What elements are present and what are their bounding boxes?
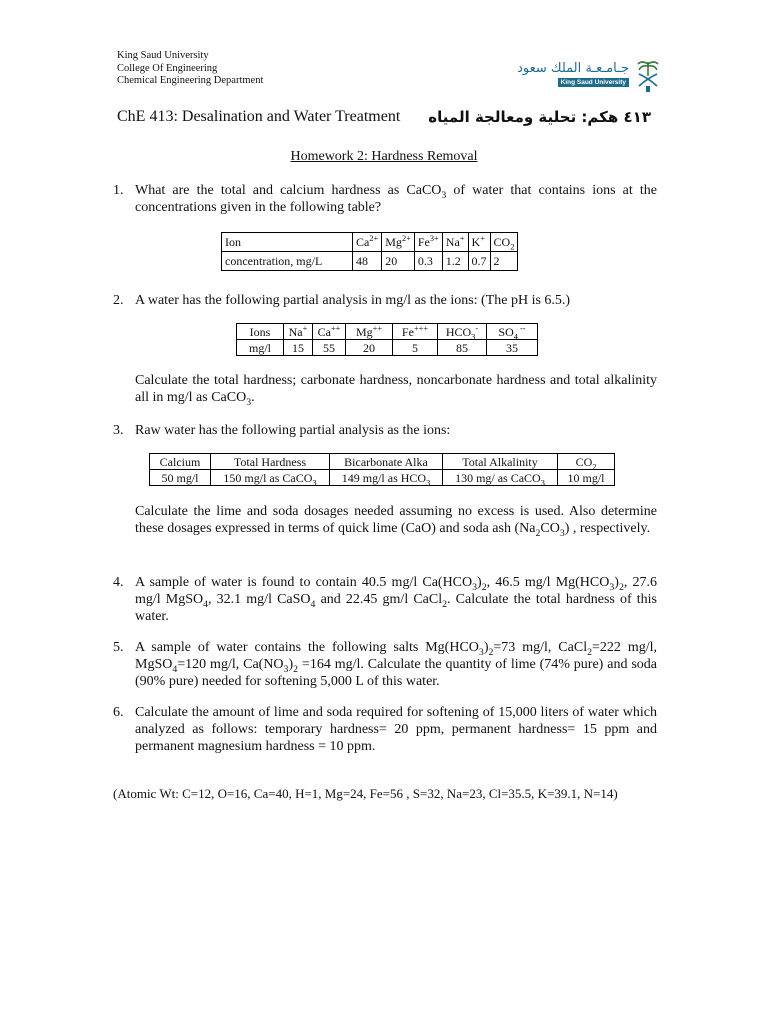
homework-title (0, 149, 768, 165)
table-row (222, 252, 518, 271)
table-cell: Bicarbonate Alka (330, 454, 443, 470)
table-cell: 15 (284, 340, 313, 356)
table-cell: 150 mg/l as CaCO$_3$ (211, 470, 330, 486)
table-cell: Ions (237, 324, 284, 340)
table-cell: concentration, mg/L (222, 252, 353, 271)
question-4 (113, 574, 657, 625)
question-3 (113, 422, 657, 439)
table-cell: 35 (487, 340, 538, 356)
question-text: A sample of water contains the following salts $Mg(HCO_3)_2=73$ mg/l, CaCl$_2$=222 mg/l, MgSO$_4$=120 mg/l, $Ca(NO_3)_2 =164$ mg/l. Calculate the quantity of lime (74% pure) and soda (90% pure) needed for softening 5,000 L of this water. (135, 640, 657, 689)
table-cell: Na+ (284, 324, 313, 340)
table-row (222, 233, 518, 252)
table-cell: Mg++ (346, 324, 393, 340)
table-cell: $Mg^{2+}$ (382, 233, 415, 252)
table-cell: Na+ (442, 233, 468, 252)
course-title-arabic: ٤١٣ هكم: تحلية ومعالجة المياه (428, 108, 651, 126)
ion-concentration-table (221, 232, 518, 271)
question-text: What are the total and calcium hardness as CaCO$_3$ of water that contains ions at the concentrations given in the following table? (135, 183, 657, 215)
table-row (150, 454, 615, 470)
question-number: 1. (113, 183, 124, 198)
table-cell: 2 (490, 252, 518, 271)
institution-header (117, 50, 263, 88)
table-cell: Fe+++ (393, 324, 438, 340)
table-cell: 85 (438, 340, 487, 356)
table-row (150, 470, 615, 486)
question-text: A water has the following partial analysis in mg/l as the ions: (The pH is 6.5.) (135, 293, 571, 308)
course-title: ChE 413: Desalination and Water Treatment (117, 108, 401, 125)
question-5 (113, 639, 657, 690)
table-cell: $CO_2$ (490, 233, 518, 252)
logo-english-text: King Saud University (558, 78, 629, 87)
question-text: Raw water has the following partial analysis as the ions: (135, 423, 451, 438)
table-cell: $SO_4$ -- (487, 324, 538, 340)
table-cell: 130 mg/ as CaCO$_3$ (443, 470, 558, 486)
table-cell: 48 (353, 252, 382, 271)
table-cell: $Fe^{3+}$ (414, 233, 442, 252)
partial-analysis-table (236, 323, 538, 356)
table-cell: Calcium (150, 454, 211, 470)
university-logo (517, 54, 665, 95)
table-cell: mg/l (237, 340, 284, 356)
table-cell: $CO_2$ (558, 454, 615, 470)
question-number: 3. (113, 423, 124, 438)
department-name: Chemical Engineering Department (117, 75, 264, 86)
question-number: 4. (113, 575, 124, 590)
question-text: A sample of water is found to contain 40.5 mg/l $Ca(HCO_3)_2$, 46.5 mg/l $Mg(HCO_3)_2$, 27.6 mg/l MgSO$_4$, 32.1 mg/l CaSO$_4$ and 22.45 gm/l CaCl$_2$. Calculate the total hardness of this water. (135, 575, 657, 624)
table-cell: 10 mg/l (558, 470, 615, 486)
table-cell: 149 mg/l as $HCO_3$ (330, 470, 443, 486)
logo-arabic-text: جـامـعـة الملك سعود (517, 61, 629, 76)
table-cell: Total Hardness (211, 454, 330, 470)
question-2 (113, 292, 657, 309)
college-name: College Of Engineering (117, 62, 218, 74)
question-3-instructions: Calculate the lime and soda dosages needed assuming no excess is used. Also determine these dosages expressed in terms of quick lime (CaO) and soda ash $(Na_2CO_3)$ , respectively. (135, 504, 657, 539)
table-cell: K+ (468, 233, 490, 252)
table-cell: 0.3 (414, 252, 442, 271)
table-cell: 20 (346, 340, 393, 356)
table-cell: 55 (313, 340, 346, 356)
table-cell: 1.2 (442, 252, 468, 271)
table-cell: Ca++ (313, 324, 346, 340)
table-cell: $Ca^{2+}$ (353, 233, 382, 252)
atomic-weights-note: (Atomic Wt: C=12, O=16, Ca=40, H=1, Mg=24, Fe=56 , S=32, Na=23, Cl=35.5, K=39.1, N=14) (113, 786, 618, 801)
table-cell: 50 mg/l (150, 470, 211, 486)
question-1 (113, 182, 657, 216)
palm-swords-emblem-icon (633, 56, 663, 94)
question-number: 5. (113, 640, 124, 655)
table-row (237, 324, 538, 340)
table-cell: $HCO_3^-$ (438, 324, 487, 340)
table-row (237, 340, 538, 356)
university-name: King Saud University (117, 50, 209, 61)
question-text: Calculate the amount of lime and soda required for softening of 15,000 liters of water which analyzed as follows: temporary hardness= 20 ppm, permanent hardness= 15 ppm and permanent magnesium hardness = 10 ppm. (135, 705, 657, 754)
raw-water-analysis-table (149, 453, 615, 486)
table-cell: Ion (222, 233, 353, 252)
table-cell: 20 (382, 252, 415, 271)
question-2-instructions: Calculate the total hardness; carbonate hardness, noncarbonate hardness and total alkalinity all in mg/l as CaCO$_3$. (135, 373, 657, 408)
question-number: 2. (113, 293, 124, 308)
homework-title-text: Homework 2: Hardness Removal (290, 149, 478, 164)
table-cell: 5 (393, 340, 438, 356)
table-cell: Total Alkalinity (443, 454, 558, 470)
question-6 (113, 704, 657, 755)
table-cell: 0.7 (468, 252, 490, 271)
question-number: 6. (113, 705, 124, 720)
